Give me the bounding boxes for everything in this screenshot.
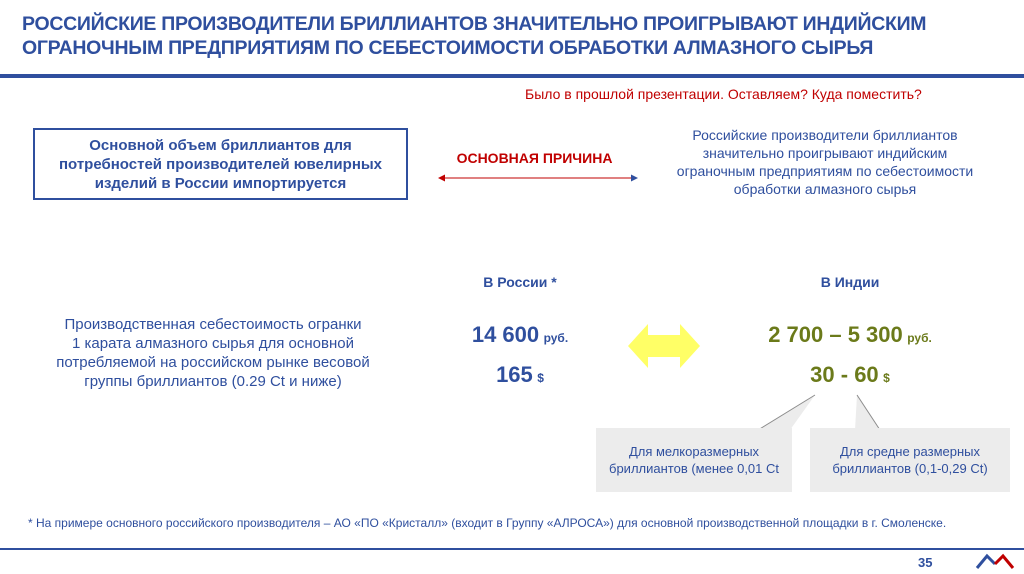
india-rub-unit: руб. [907, 331, 932, 345]
india-rub-value: 2 700 – 5 300 [768, 322, 903, 347]
cost-desc-line-1: Производственная себестоимость огранки [64, 316, 362, 333]
russia-rub-unit: руб. [543, 331, 569, 345]
page-number: 35 [918, 555, 933, 570]
medium-callout-line-2: бриллиантов (0,1-0,29 Ct) [832, 461, 988, 476]
title-line-1: РОССИЙСКИЕ ПРОИЗВОДИТЕЛИ БРИЛЛИАНТОВ ЗНАЧИТЕЛЬНО ПРОИГРЫВАЮТ ИНДИЙСКИМ [22, 13, 927, 35]
import-line-2: потребностей производителей ювелирных [58, 155, 383, 173]
small-callout-line-2: бриллиантов (менее 0,01 Ct [609, 461, 779, 476]
conclusion-line-2: значительно проигрывают индийским [702, 145, 948, 161]
india-usd-value: 30 - 60 [810, 362, 879, 387]
cost-desc-line-2: 1 карата алмазного сырья для основной [71, 335, 354, 352]
footer-divider [0, 548, 1024, 550]
india-column-header: В Индии [820, 274, 880, 290]
import-line-3: изделий в России импортируется [94, 174, 347, 192]
russia-usd-value: 165 [496, 362, 533, 387]
cost-desc-line-3: потребляемой на российском рынке весовой [56, 354, 370, 371]
small-callout-line-1: Для мелкоразмерных [628, 444, 760, 459]
cost-desc-line-4: группы бриллиантов (0.29 Ct и ниже) [84, 373, 342, 390]
medium-diamonds-callout [810, 428, 1010, 492]
medium-callout-line-1: Для средне размерных [839, 444, 981, 459]
review-note: Было в прошлой презентации. Оставляем? Куда поместить? [525, 86, 922, 102]
conclusion-line-4: обработки алмазного сырья [733, 181, 917, 197]
russia-usd-unit: $ [537, 371, 544, 385]
russia-column-header: В России * [483, 274, 557, 290]
footnote: * На примере основного российского производителя – АО «ПО «Кристалл» (входит в Группу «АЛРОСА») для основной производственной площадки в г. Смоленске. [28, 516, 947, 530]
conclusion-line-3: ограночным предприятиям по себестоимости [676, 163, 974, 179]
small-diamonds-callout [596, 428, 792, 492]
title-line-2: ОГРАНОЧНЫМ ПРЕДПРИЯТИЯМ ПО СЕБЕСТОИМОСТИ ОБРАБОТКИ АЛМАЗНОГО СЫРЬЯ [22, 37, 874, 59]
main-cause-label: ОСНОВНАЯ ПРИЧИНА [456, 150, 613, 166]
conclusion-line-1: Российские производители бриллиантов [692, 127, 958, 143]
india-usd-unit: $ [883, 371, 890, 385]
russia-rub-value: 14 600 [471, 322, 540, 347]
import-line-1: Основной объем бриллиантов для [89, 136, 352, 154]
company-logo-icon [975, 552, 1015, 572]
